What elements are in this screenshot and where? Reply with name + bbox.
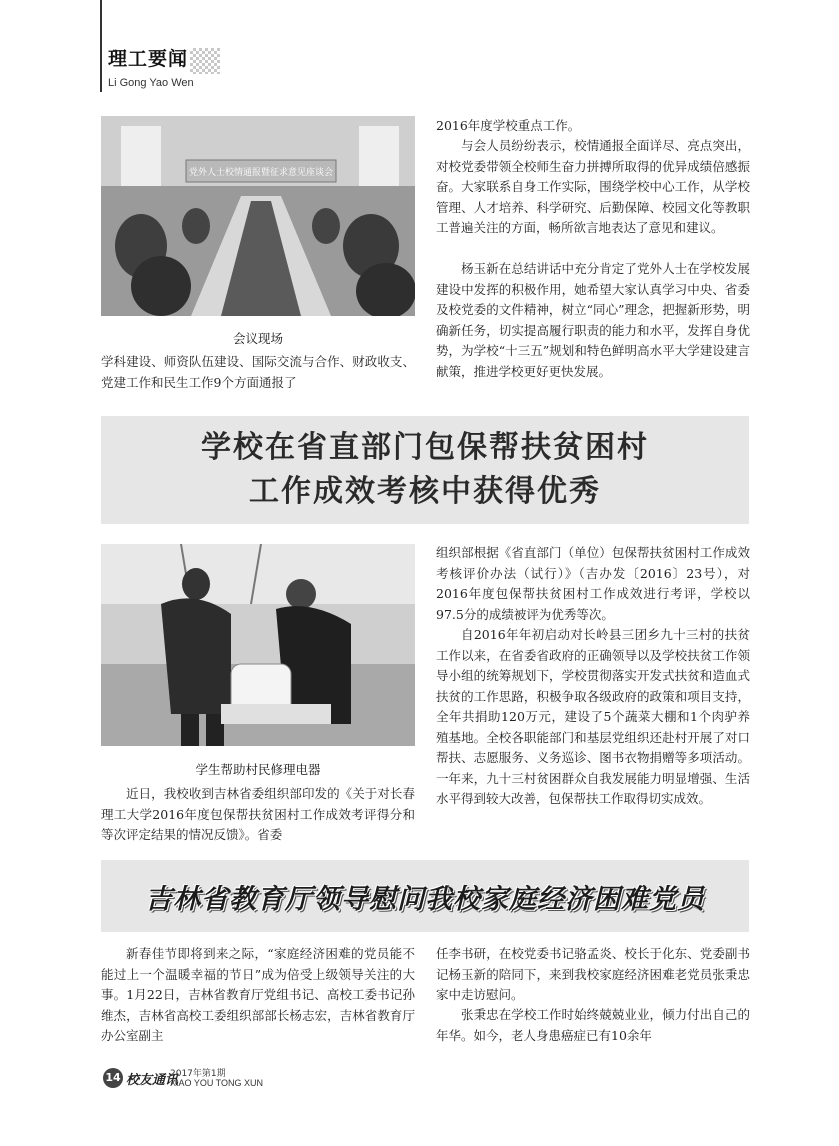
article3-right-p1: 任李书研，在校党委书记骆孟炎、校长于化东、党委副书记杨玉新的陪同下，来到我校家庭经济困难老党员张秉忠家中走访慰问。	[436, 946, 750, 1002]
article2-right-p2: 自2016年年初启动对长岭县三团乡九十三村的扶贫工作以来，在省委省政府的正确领导以及学校扶贫工作领导小组的统筹规划下，学校贯彻落实开发式扶贫和造血式扶贫的工作思路，积极争取各级政府的政策和项目支持，全年共捐助120万元，建设了5个蔬菜大棚和1个肉驴养殖基地。全校各职能部门和基层党组织还赴村开展了对口帮扶、志愿服务、义务巡诊、图书衣物捐赠等多项活动。一年来，九十三村贫困群众自我发展能力明显增强、生活水平得到较大改善，包保帮扶工作取得切实成效。	[436, 627, 750, 806]
article3-left-text: 新春佳节即将到来之际，“家庭经济困难的党员能不能过上一个温暖幸福的节日”成为倍受上级领导关注的大事。1月22日，吉林省教育厅党组书记、高校工委书记孙维杰，吉林省高校工委组织部部长杨志宏，吉林省教育厅办公室副主	[101, 946, 415, 1043]
header-rule	[100, 0, 102, 92]
meeting-banner-text: 党外人士校情通报暨征求意见座谈会	[188, 168, 334, 178]
page-number-badge: 14	[103, 1068, 123, 1088]
article1-right-p1: 2016年度学校重点工作。	[436, 118, 581, 133]
article2-left-text: 近日，我校收到吉林省委组织部印发的《关于对长春理工大学2016年度包保帮扶贫困村工作成效考评得分和等次评定结果的情况反馈》。省委	[101, 786, 415, 842]
article1-right-p3: 杨玉新在总结讲话中充分肯定了党外人士在学校发展建设中发挥的积极作用，她希望大家认真学习中央、省委及校党委的文件精神，树立“同心”理念，把握新形势，明确新任务，切实提高履行职责的能力和水平，发挥自身优势，为学校“十三五”规划和特色鲜明高水平大学建设建言献策，推进学校更好更快发展。	[436, 261, 750, 379]
article2-headline-line1: 学校在省直部门包保帮扶贫困村	[201, 430, 649, 465]
checker-decoration	[190, 48, 220, 74]
section-title: 理工要闻	[108, 48, 189, 70]
repair-photo	[101, 544, 415, 746]
article3-headline-banner	[101, 860, 749, 932]
article3-headline: 吉林省教育厅领导慰问我校家庭经济困难党员	[145, 883, 705, 915]
repair-photo-caption: 学生帮助村民修理电器	[195, 762, 321, 777]
article2-headline-line2: 工作成效考核中获得优秀	[249, 474, 601, 509]
repair-scene	[101, 544, 415, 746]
footer-issue: 2017年第1期	[170, 1069, 226, 1079]
article1-left-text: 学科建设、师资队伍建设、国际交流与合作、财政收支、党建工作和民生工作9个方面通报了	[101, 354, 415, 390]
article3-right-p2: 张秉忠在学校工作时始终兢兢业业，倾力付出自己的年华。如今，老人身患癌症已有10余年	[436, 1007, 750, 1043]
section-pinyin: Li Gong Yao Wen	[108, 77, 194, 89]
meeting-photo	[101, 116, 415, 316]
article2-right-p1: 组织部根据《省直部门（单位）包保帮扶贫困村工作成效考核评价办法（试行）》（吉办发〔2016〕23号），对2016年度包保帮扶贫困村工作成效进行考评，学校以97.5分的成绩被评为优秀等次。	[436, 545, 750, 622]
article2-headline-banner	[101, 416, 749, 524]
article1-right-p2: 与会人员纷纷表示，校情通报全面详尽、亮点突出，对校党委带领全校师生奋力拼搏所取得的优异成绩倍感振奋。大家联系自身工作实际，围绕学校中心工作，从学校管理、人才培养、科学研究、后勤保障、校园文化等教职工普遍关注的方面，畅所欲言地表达了意见和建议。	[436, 138, 750, 235]
meeting-scene	[101, 116, 415, 316]
footer-brand-pinyin: XIAO YOU TONG XUN	[170, 1078, 264, 1088]
footer-brand: 校友通讯	[126, 1073, 179, 1088]
meeting-photo-caption: 会议现场	[232, 331, 283, 346]
